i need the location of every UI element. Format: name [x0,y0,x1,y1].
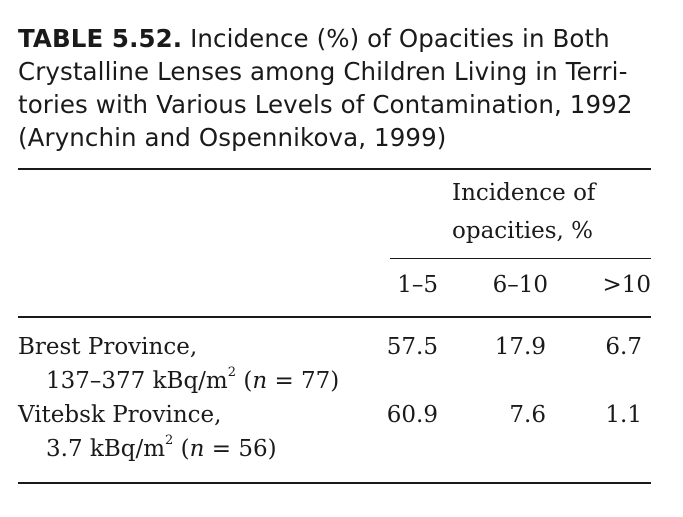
row-1-n-close: = 77) [267,368,340,394]
row-1-value-2: 17.9 [494,334,546,360]
row-2-unit: 3.7 kBq/m [46,436,166,462]
table-bottom-rule [18,482,651,484]
row-1-exponent: 2 [227,365,237,380]
column-header-2: 6–10 [492,272,548,298]
row-1-detail [46,365,340,394]
group-header-rule [390,258,651,259]
caption-text-1: Incidence (%) of Opacities in Both [190,24,610,53]
row-2-name: Vitebsk Province, [18,402,222,428]
row-2-value-1: 60.9 [386,402,438,428]
group-header-line-2: opacities, % [452,218,594,244]
column-header-3: >10 [602,272,651,298]
row-2-n-close: = 56) [204,436,277,462]
row-1-n-var: n [252,368,268,394]
row-2-value-3: 1.1 [605,402,642,428]
row-1-name: Brest Province, [18,334,198,360]
table-top-rule [18,168,651,170]
group-header-line-1: Incidence of [452,180,596,206]
row-1-value-3: 6.7 [605,334,642,360]
caption-line-2: Crystalline Lenses among Children Living in Terri- [18,57,628,86]
row-2-n-open: ( [173,436,190,462]
row-2-detail [46,433,277,462]
table-label: TABLE 5.52. [18,24,183,53]
caption-line-3: tories with Various Levels of Contamination, 1992 [18,90,633,119]
caption-line-4: (Arynchin and Ospennikova, 1999) [18,123,447,152]
table-caption [18,22,658,154]
table-header-rule [18,316,651,318]
row-1-value-1: 57.5 [386,334,438,360]
row-2-value-2: 7.6 [509,402,546,428]
row-2-exponent: 2 [165,433,174,448]
row-1-unit: 137–377 kBq/m [46,368,228,394]
row-2-n-var: n [189,436,205,462]
caption-line-1 [18,22,658,55]
column-header-1: 1–5 [397,272,438,298]
row-1-n-open: ( [236,368,253,394]
